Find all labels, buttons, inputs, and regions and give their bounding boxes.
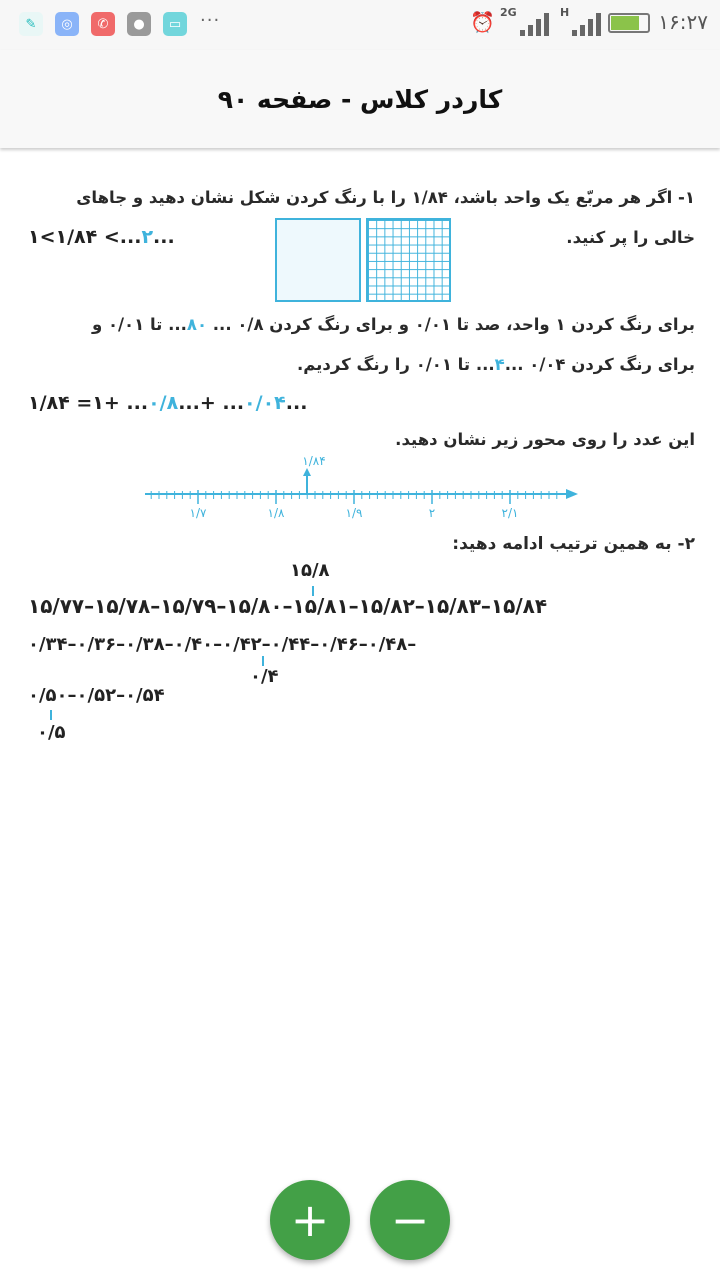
network-2g-label: 2G (500, 6, 517, 19)
music-icon: ● (127, 12, 151, 36)
zoom-in-button[interactable]: + (270, 1180, 350, 1260)
axis-arrowhead (566, 489, 578, 499)
battery-icon (608, 13, 650, 33)
phone-icon: ✆ (91, 12, 115, 36)
arrow-down-icon (262, 656, 264, 666)
text: برای رنگ کردن ۰/۰۴ ... (504, 355, 695, 374)
more-notifications-icon: ··· (200, 10, 221, 31)
text: برای رنگ کردن ۱ واحد، صد تا ۰/۰۱ و برای رنگ کردن ۰/۸ ... (207, 315, 695, 334)
q2-row1-label: ۱۵/۸ (290, 560, 330, 581)
equation (28, 392, 307, 414)
messenger-icon: ◎ (55, 12, 79, 36)
answer: ۰/۸ (148, 392, 179, 414)
inequality (28, 226, 175, 248)
unit-square-shaded (275, 218, 361, 302)
q1-line3 (25, 315, 695, 334)
text: ... تا ۰/۰۱ و (91, 315, 187, 334)
signal-icon (520, 12, 548, 36)
tick-label: ۲ (428, 506, 436, 520)
tick-label: ۱/۸ (267, 506, 285, 520)
unit-square-grid (366, 218, 451, 302)
q1-line4 (297, 355, 695, 374)
tick-label: ۱/۹ (345, 506, 363, 520)
answer: ۰/۰۴ (244, 392, 286, 414)
marker-arrowhead (303, 468, 311, 476)
q2-row2: ۰/۳۴–۰/۳۶–۰/۳۸–۰/۴۰–۰/۴۲–۰/۴۴–۰/۴۶–۰/۴۸– (28, 634, 417, 655)
q1-line2: خالی را پر کنید. (566, 228, 695, 247)
q2-row2-label: ۰/۴ (250, 666, 279, 687)
text: ... (285, 392, 308, 414)
tick-label: ۱/۷ (189, 506, 207, 520)
alarm-icon: ⏰ (470, 10, 495, 34)
ineq-prefix: ۱<۱/۸۴ <... (28, 226, 142, 248)
app-icon: ✎ (19, 12, 43, 36)
answer: ۴ (494, 355, 505, 374)
ineq-suffix: ... (153, 226, 175, 248)
signal-icon-2 (572, 12, 600, 36)
text: ۱/۸۴ =۱+ ... (28, 392, 149, 414)
tick-label: ۲/۱ (501, 506, 519, 520)
answer: ۸۰ (186, 315, 208, 334)
page-title: کاردر کلاس - صفحه ۹۰ (217, 84, 503, 114)
ineq-answer: ۲ (141, 226, 154, 248)
q1-line6: این عدد را روی محور زیر نشان دهید. (395, 430, 695, 449)
q2-row3: ۰/۵۰–۰/۵۲–۰/۵۴ (28, 685, 165, 706)
status-bar (0, 0, 720, 50)
android-icon: ▭ (163, 12, 187, 36)
text: ... تا ۰/۰۱ را رنگ کردیم. (296, 355, 495, 374)
app-bar (0, 50, 720, 148)
q1-line1: ۱- اگر هر مربّع یک واحد باشد، ۱/۸۴ را با رنگ کردن شکل نشان دهید و جاهای (76, 188, 695, 207)
q2-row1: ۱۵/۷۷–۱۵/۷۸–۱۵/۷۹–۱۵/۸۰–۱۵/۸۱–۱۵/۸۲–۱۵/۸۳–۱۵/۸۴ (28, 594, 548, 618)
network-h-label: H (560, 6, 570, 19)
number-line (0, 450, 720, 525)
marker-label: ۱/۸۴ (302, 454, 326, 468)
q2-title: ۲- به همین ترتیب ادامه دهید: (452, 534, 695, 554)
arrow-down-icon (50, 710, 52, 720)
q2-row3-label: ۰/۵ (37, 722, 66, 743)
text: ...+ ... (178, 392, 245, 414)
clock: ۱۶:۲۷ (658, 10, 708, 34)
zoom-out-button[interactable]: − (370, 1180, 450, 1260)
